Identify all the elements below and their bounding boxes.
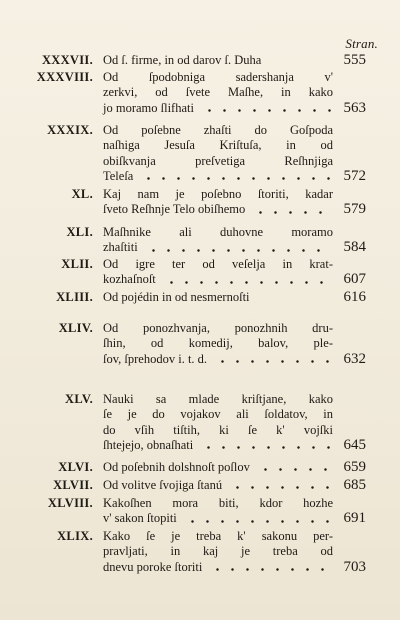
title-line: Nauki sa mlade kriſtjane, kako [103,392,333,406]
chapter-title [103,392,333,453]
toc-entry [0,290,400,305]
page-column-header: Stran. [345,36,378,51]
chapter-number: XLII. [61,257,93,271]
toc-entry [0,529,400,575]
title-line: Kaj nam je poſebno ſtoriti, kadar [103,187,333,201]
chapter-number: XLI. [66,225,93,239]
chapter-number: XLVIII. [47,496,93,510]
dot-leader [181,520,331,523]
title-line: v' sakon ſtopiti [103,511,333,526]
toc-entry [0,496,400,527]
title-line: ſveto Reſhnje Telo obiſhemo [103,202,333,217]
page-number: 685 [343,477,366,493]
toc-entry [0,70,400,116]
page-number: 584 [343,239,366,256]
toc-entry [0,321,400,367]
dot-leader [137,177,331,180]
title-line: Od volitve ſvojiga ſtanú [103,478,333,493]
dot-leader [160,281,331,284]
title-line: Kako ſe je treba k' sakonu per- [103,529,333,543]
title-line: Od igre ter od veſelja in krat- [103,257,333,271]
chapter-number: XLIII. [56,290,93,304]
chapter-title [103,53,333,68]
dot-leader [226,486,331,489]
title-line: ſhtejejo, obnaſhati [103,438,333,453]
title-line: Maſhnike ali duhovne moramo [103,225,333,239]
toc-entry [0,392,400,453]
title-line: Od poſebne zhaſti do Goſpoda [103,123,333,137]
title-line: ſe je do vojakov ali ſoldatov, in [103,407,333,422]
chapter-title [103,123,333,184]
page-number: 579 [343,201,366,218]
toc-entry [0,123,400,184]
chapter-number: XLVI. [58,460,93,474]
chapter-title [103,460,333,475]
toc-entry [0,187,400,218]
title-line: do vſih tiſtih, ki ſe k' vojſki [103,422,333,437]
page-number: 607 [343,271,366,288]
chapter-title [103,290,333,305]
title-line: Od ſ. firme, in od darov ſ. Duha [103,53,262,67]
page-number: 555 [343,52,366,68]
chapter-number: XXXIX. [47,123,93,137]
chapter-number: XLV. [65,392,93,406]
page-number: 645 [343,436,366,453]
title-line: Od poſebnih dolshnoſt poſlov [103,460,333,475]
title-line: dnevu poroke ſtoriti [103,560,333,575]
chapter-number: XLIX. [57,529,93,543]
toc-entry [0,460,400,475]
toc-entry [0,257,400,288]
title-line: zerkvi, od ſvete Maſhe, in kako [103,85,333,100]
title-line: Od ſpodobniga sadershanja v' [103,70,333,84]
chapter-title [103,257,333,288]
chapter-title [103,529,333,575]
chapter-title [103,478,333,493]
dot-leader [198,109,331,112]
chapter-title [103,321,333,367]
title-line: jo moramo ſlifhati [103,101,333,116]
title-line: kozhaſnoſt [103,272,333,287]
toc-entry [0,225,400,256]
page-number: 572 [343,167,366,184]
title-line: Kakoſhen mora biti, kdor hozhe [103,496,333,510]
page-number: 659 [343,459,366,475]
title-line: naſhiga Jesuſa Kriſtuſa, in od [103,138,333,153]
toc-entry [0,53,400,68]
page-number: 563 [343,99,366,116]
chapter-title [103,187,333,218]
dot-leader [249,211,331,214]
title-line: Od ponozhvanja, ponozhnih dru- [103,321,333,335]
title-line: ſov, ſprehodov i. t. d. [103,352,333,367]
dot-leader [206,568,331,571]
title-line: Od pojédin in od nesmernoſti [103,290,250,304]
title-line: zhaſtiti [103,240,333,255]
chapter-title [103,225,333,256]
title-line: obiſkvanja preſvetiga Reſhnjiga [103,153,333,168]
page-number: 632 [343,350,366,367]
chapter-number: XXXVIII. [36,70,93,84]
dot-leader [197,446,331,449]
dot-leader [211,360,331,363]
title-line: pravljati, in kaj je treba od [103,544,333,559]
chapter-title [103,70,333,116]
page-number: 616 [343,289,366,305]
page-number: 691 [343,510,366,527]
page-number: 703 [343,558,366,575]
chapter-number: XL. [71,187,93,201]
chapter-title [103,496,333,527]
title-line: Teleſa [103,169,333,184]
dot-leader [142,249,331,252]
chapter-number: XXXVII. [41,53,93,67]
dot-leader [254,468,331,471]
chapter-number: XLVII. [53,478,93,492]
toc-entry [0,478,400,493]
chapter-number: XLIV. [58,321,93,335]
title-line: ſhin, od komedij, balov, ple- [103,336,333,351]
